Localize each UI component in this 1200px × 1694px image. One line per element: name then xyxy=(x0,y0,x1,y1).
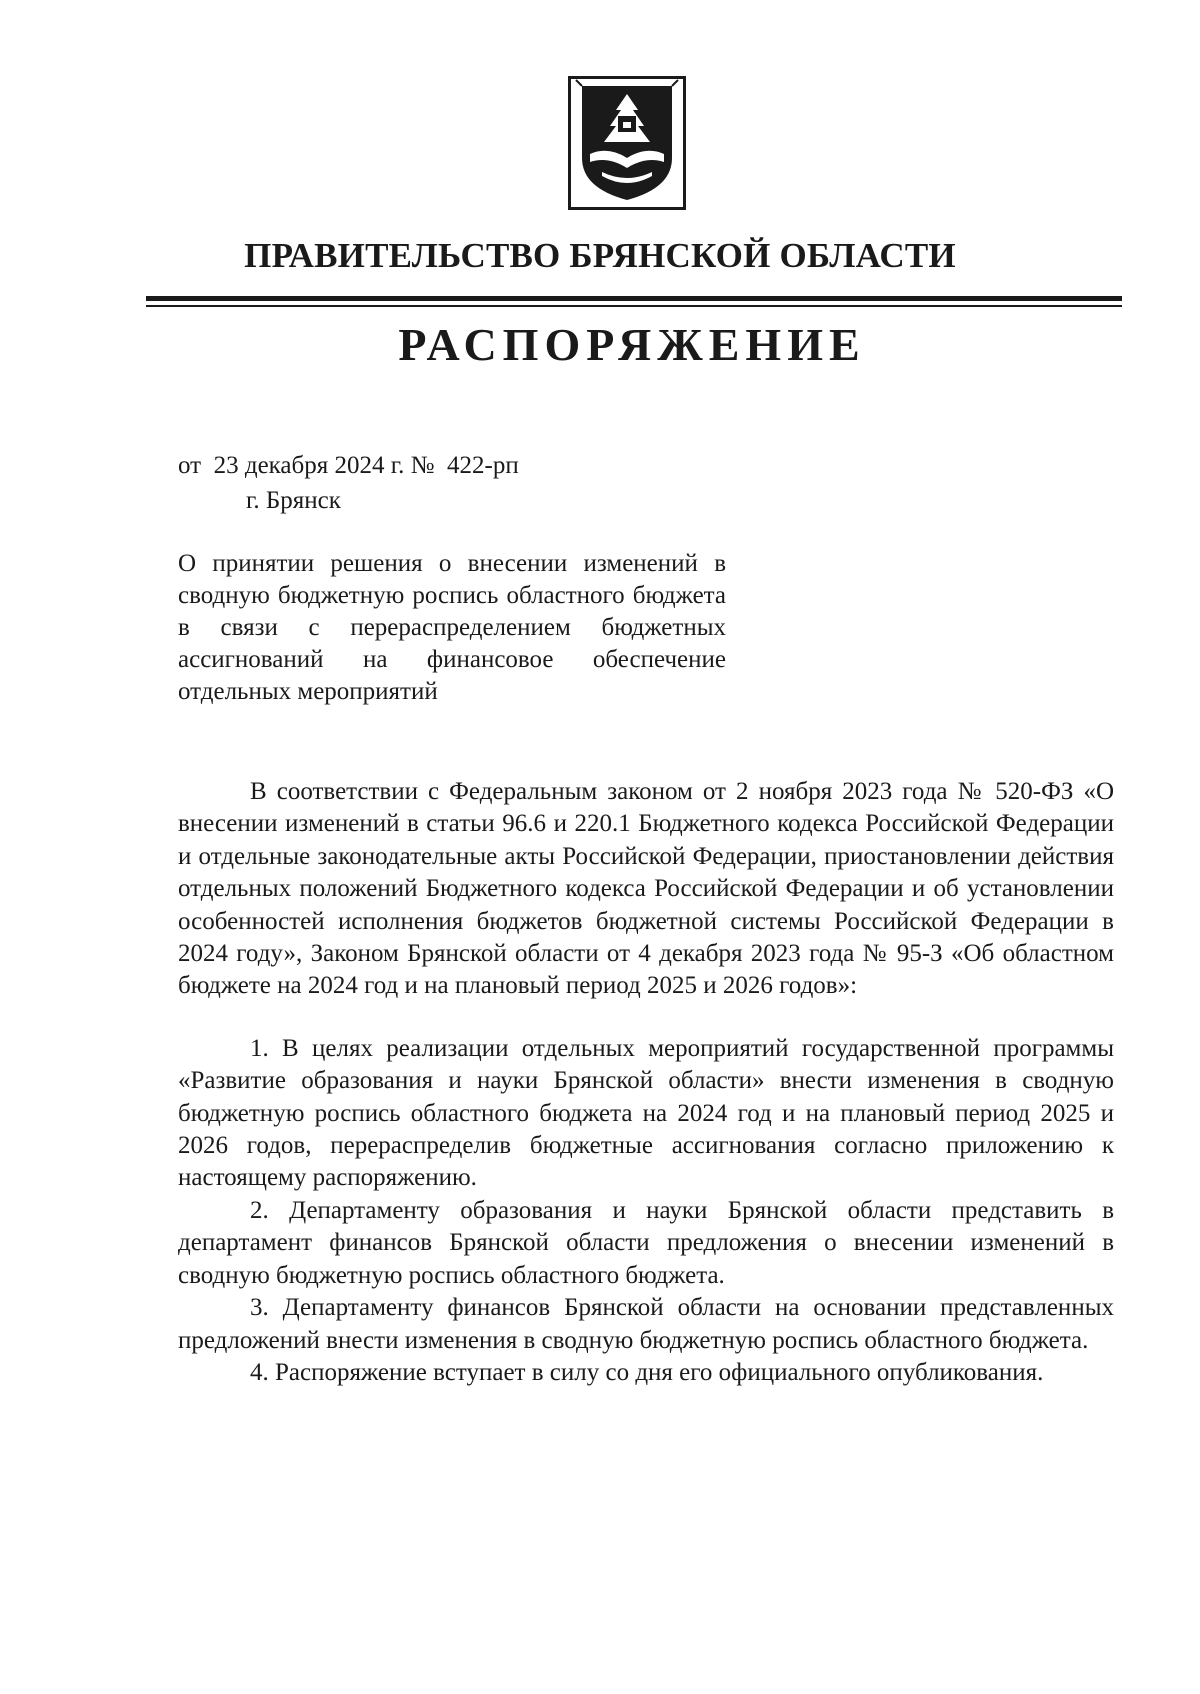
header-divider-thin xyxy=(146,305,1122,307)
document-subject: О принятии решения о внесении изменений в сводную бюджетную роспись областного бюджета в связи с перераспределением бюджетных ассигнований на финансовое обеспечение отдельных мероприятий xyxy=(178,550,726,705)
paragraph-gap xyxy=(178,1003,1114,1033)
government-title: ПРАВИТЕЛЬСТВО БРЯНСКОЙ ОБЛАСТИ xyxy=(244,236,956,275)
item-paragraph-3: 3. Департаменту финансов Брянской области на основании представленных предложений внести изменения в сводную бюджетную роспись областного бюджета. xyxy=(178,1294,1114,1354)
header-divider-thick xyxy=(146,296,1122,301)
document-type-title: РАСПОРЯЖЕНИЕ xyxy=(398,319,866,370)
preamble-paragraph: В соответствии с Федеральным законом от 2 ноября 2023 года № 520-ФЗ «О внесении изменений в статьи 96.6 и 220.1 Бюджетного кодекса Российской Федерации и отдельные законодательные акты Российской Федерации, приостановлении действия отдельных положений Бюджетного кодекса Российской Федерации и об установлении особенностей исполнения бюджетов бюджетной системы Российской Федерации в 2024 году», Законом Брянской области от 4 декабря 2023 года № 95-З «Об областном бюджете на 2024 год и на плановый период 2025 и 2026 годов»: xyxy=(178,778,1114,1000)
item-paragraph-1: 1. В целях реализации отдельных мероприятий государственной программы «Развитие образования и науки Брянской области» внести изменения в сводную бюджетную роспись областного бюджета на 2024 год и на плановый период 2025 и 2026 годов, перераспределив бюджетные ассигнования согласно приложению к настоящему распоряжению. xyxy=(178,1034,1114,1192)
coat-of-arms-icon xyxy=(568,76,686,210)
date-number-line: от 23 декабря 2024 г. № 422-рп xyxy=(178,452,519,479)
item-paragraph-2: 2. Департаменту образования и науки Брянской области представить в департамент финансов Брянской области предложения о внесении изменений в сводную бюджетную роспись областного бюджета. xyxy=(178,1196,1114,1289)
document-body xyxy=(178,776,1114,1389)
city-line: г. Брянск xyxy=(246,487,341,514)
item-paragraph-4: 4. Распоряжение вступает в силу со дня его официального опубликования. xyxy=(250,1358,1044,1386)
